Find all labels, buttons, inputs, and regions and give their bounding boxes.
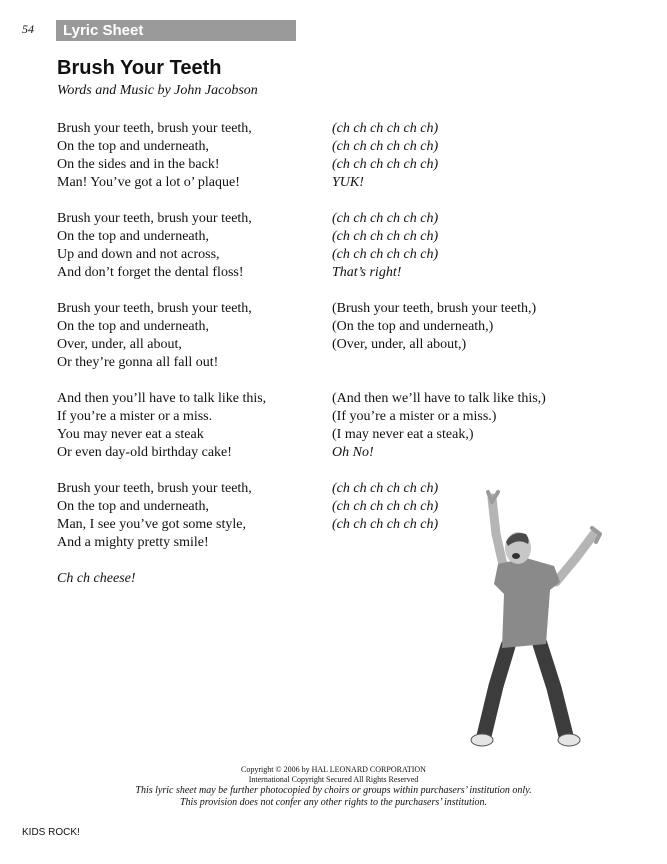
lead-lyric: And a mighty pretty smile! <box>57 535 209 550</box>
lyric-line <box>57 444 597 462</box>
page-number: 54 <box>22 22 34 36</box>
lead-lyric: On the top and underneath, <box>57 499 210 514</box>
echo-lyric: That’s right! <box>332 265 402 280</box>
lyric-line <box>57 246 597 264</box>
lyric-line <box>57 354 597 372</box>
lead-lyric: If you’re a mister or a miss. <box>57 409 213 424</box>
echo-lyric: (On the top and underneath,) <box>332 319 494 334</box>
echo-lyric: (ch ch ch ch ch ch) <box>332 211 439 226</box>
lyric-line <box>57 300 597 318</box>
series-name: KIDS ROCK! <box>22 827 80 838</box>
lead-lyric: Brush your teeth, brush your teeth, <box>57 301 252 316</box>
echo-lyric: (ch ch ch ch ch ch) <box>332 157 439 172</box>
echo-lyric: (Over, under, all about,) <box>332 337 467 352</box>
section-header-label: Lyric Sheet <box>63 22 144 39</box>
echo-lyric: (ch ch ch ch ch ch) <box>332 481 439 496</box>
lyric-line <box>57 156 597 174</box>
cheering-boy-illustration <box>468 486 608 750</box>
echo-lyric: (ch ch ch ch ch ch) <box>332 121 439 136</box>
lead-lyric: Man, I see you’ve got some style, <box>57 517 246 532</box>
echo-lyric: (ch ch ch ch ch ch) <box>332 247 439 262</box>
lead-lyric: On the top and underneath, <box>57 319 210 334</box>
stanza <box>57 390 597 462</box>
lead-lyric: You may never eat a steak <box>57 427 204 442</box>
lyric-line <box>57 174 597 192</box>
lyric-line <box>57 228 597 246</box>
echo-lyric: (If you’re a mister or a miss.) <box>332 409 497 424</box>
lead-lyric: On the sides and in the back! <box>57 157 220 172</box>
lead-lyric: Brush your teeth, brush your teeth, <box>57 211 252 226</box>
copyright-line: Copyright © 2006 by HAL LEONARD CORPORATION <box>241 765 426 774</box>
stanza <box>57 120 597 192</box>
closing-line: Ch ch cheese! <box>57 571 136 586</box>
stanza <box>57 300 597 372</box>
echo-lyric: (ch ch ch ch ch ch) <box>332 139 439 154</box>
lead-lyric: Or they’re gonna all fall out! <box>57 355 219 370</box>
echo-lyric: Oh No! <box>332 445 374 460</box>
echo-lyric: (I may never eat a steak,) <box>332 427 474 442</box>
lead-lyric: Up and down and not across, <box>57 247 220 262</box>
section-header-bar <box>56 20 296 41</box>
stanza <box>57 210 597 282</box>
lyric-line <box>57 210 597 228</box>
lead-lyric: On the top and underneath, <box>57 229 210 244</box>
lyric-line <box>57 390 597 408</box>
rights-line: International Copyright Secured All Rights Reserved <box>248 775 419 784</box>
lyric-line <box>57 120 597 138</box>
lead-lyric: Man! You’ve got a lot o’ plaque! <box>57 175 240 190</box>
lyric-line <box>57 264 597 282</box>
echo-lyric: (ch ch ch ch ch ch) <box>332 517 439 532</box>
song-title: Brush Your Teeth <box>57 57 222 79</box>
echo-lyric: YUK! <box>332 175 364 190</box>
lead-lyric: Brush your teeth, brush your teeth, <box>57 121 252 136</box>
echo-lyric: (ch ch ch ch ch ch) <box>332 229 439 244</box>
lyric-line <box>57 408 597 426</box>
echo-lyric: (ch ch ch ch ch ch) <box>332 499 439 514</box>
lyric-line <box>57 138 597 156</box>
echo-lyric: (And then we’ll have to talk like this,) <box>332 391 546 406</box>
rights-notice: This provision does not confer any other rights to the purchasers’ institution. <box>179 797 488 808</box>
lead-lyric: And don’t forget the dental floss! <box>57 265 244 280</box>
lead-lyric: Over, under, all about, <box>57 337 182 352</box>
song-credits: Words and Music by John Jacobson <box>57 83 258 98</box>
echo-lyric: (Brush your teeth, brush your teeth,) <box>332 301 537 316</box>
lead-lyric: Or even day-old birthday cake! <box>57 445 232 460</box>
lyric-line <box>57 318 597 336</box>
footer <box>0 765 667 809</box>
lead-lyric: On the top and underneath, <box>57 139 210 154</box>
lead-lyric: And then you’ll have to talk like this, <box>57 391 267 406</box>
lyric-line <box>57 336 597 354</box>
lead-lyric: Brush your teeth, brush your teeth, <box>57 481 252 496</box>
lyric-line <box>57 426 597 444</box>
photocopy-notice: This lyric sheet may be further photocopied by choirs or groups within purchasers’ institution only. <box>135 785 532 796</box>
